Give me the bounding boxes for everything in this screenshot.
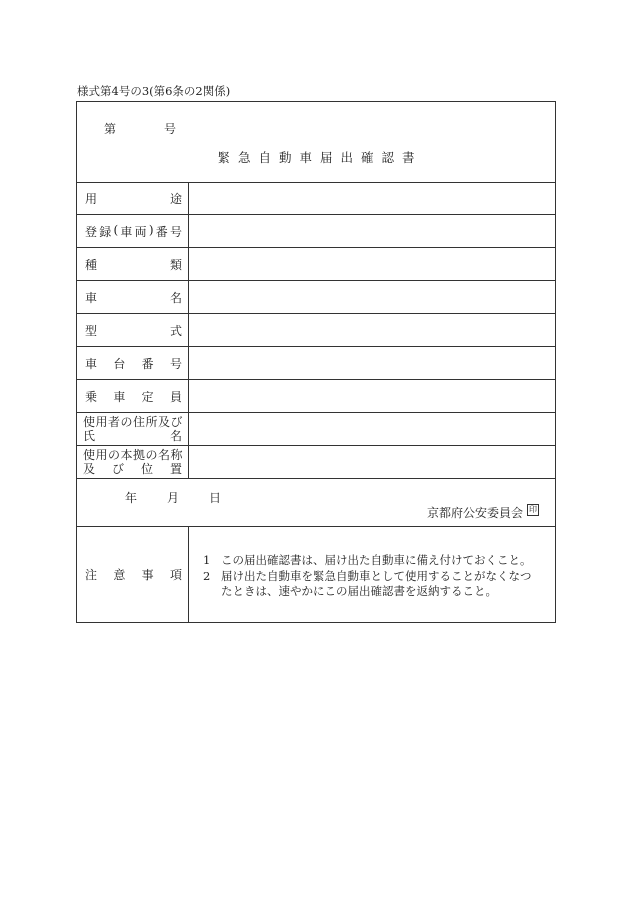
- issuer-name: 京都府公安委員会: [426, 506, 523, 520]
- field-row-model: [77, 314, 555, 347]
- label-text: [77, 289, 188, 306]
- label-line: 使用の本拠の名称: [83, 448, 184, 462]
- label-char: 及: [83, 462, 96, 476]
- label-text: [77, 322, 188, 339]
- field-row-registration: [77, 215, 555, 248]
- label-text: [77, 415, 188, 443]
- label-char: 号: [169, 224, 182, 239]
- notes-row: [77, 527, 555, 622]
- field-label: [77, 281, 189, 313]
- label-char: 番: [155, 224, 168, 239]
- label-char: 氏: [83, 429, 96, 443]
- field-row-vehicle-name: [77, 281, 555, 314]
- field-row-type: [77, 248, 555, 281]
- label-char: 用: [85, 191, 98, 206]
- label-char: 類: [169, 257, 182, 272]
- label-char: 定: [141, 389, 154, 404]
- label-char: 型: [85, 323, 98, 338]
- confirmation-form: [76, 101, 556, 623]
- label-char: び: [111, 462, 124, 476]
- label-char: 途: [169, 191, 182, 206]
- issue-date: [125, 489, 221, 506]
- form-title: 緊急自動車届出確認書: [217, 150, 423, 165]
- label-text: [77, 388, 188, 405]
- field-label: [77, 413, 189, 445]
- label-line: [83, 462, 182, 476]
- note-text: この届出確認書は、届け出た自動車に備え付けておくこと。: [221, 553, 532, 567]
- label-line: [83, 429, 182, 443]
- label-line: 使用者の住所及び: [83, 415, 184, 429]
- form-header: [77, 102, 555, 183]
- label-text: [77, 256, 188, 273]
- note-text: 届け出た自動車を緊急自動車として使用することがなくなつ: [221, 568, 532, 583]
- note-number: 1: [203, 553, 211, 567]
- label-char: 録: [99, 224, 112, 239]
- label-char: 番: [141, 356, 154, 371]
- label-char: 車: [113, 389, 126, 404]
- field-label: [77, 314, 189, 346]
- year-label: 年: [125, 491, 138, 505]
- form-id: 様式第4号の3(第6条の2関係): [77, 84, 231, 98]
- label-char: 車: [120, 224, 133, 239]
- label-char: 車: [85, 356, 98, 371]
- label-text: [77, 566, 188, 583]
- label-char: 名: [169, 429, 182, 443]
- label-char: 登: [85, 224, 98, 239]
- label-text: [77, 223, 188, 240]
- note-item: [203, 553, 532, 569]
- seal-icon: 印: [529, 505, 537, 514]
- label-char: 項: [169, 568, 182, 582]
- field-row-use: [77, 182, 555, 215]
- field-label: [77, 182, 189, 214]
- month-label: 月: [167, 491, 180, 505]
- label-char: ): [148, 222, 154, 237]
- label-char: 両: [134, 224, 147, 239]
- field-row-chassis-number: [77, 347, 555, 380]
- number-prefix: 第: [104, 122, 117, 136]
- field-label: [77, 215, 189, 247]
- note-text-continued: たときは、速やかにこの届出確認書を返納すること。: [221, 584, 497, 598]
- field-row-base-location: [77, 446, 555, 479]
- label-char: 事: [141, 568, 154, 582]
- label-char: 名: [169, 290, 182, 305]
- day-label: 日: [209, 491, 222, 505]
- field-label: [77, 380, 189, 412]
- label-char: (: [113, 222, 119, 237]
- label-char: 台: [113, 356, 126, 371]
- field-label: [77, 248, 189, 280]
- label-text: [77, 190, 188, 207]
- label-char: 位: [140, 462, 153, 476]
- document-number: [104, 120, 176, 137]
- number-suffix: 号: [164, 122, 177, 136]
- notes-body: [203, 553, 532, 600]
- field-row-user-address: [77, 413, 555, 446]
- note-item: [203, 569, 532, 585]
- label-char: 員: [169, 389, 182, 404]
- label-char: 意: [113, 568, 126, 582]
- label-char: 種: [85, 257, 98, 272]
- label-char: 車: [85, 290, 98, 305]
- issue-date-row: [77, 479, 555, 527]
- label-text: [77, 448, 188, 476]
- label-char: 式: [169, 323, 182, 338]
- field-label: [77, 347, 189, 379]
- note-number: 2: [203, 568, 211, 583]
- label-char: 置: [169, 462, 182, 476]
- label-char: 号: [169, 356, 182, 371]
- notes-label: [77, 527, 189, 622]
- label-text: [77, 355, 188, 372]
- field-label: [77, 446, 189, 478]
- label-char: 注: [85, 568, 98, 582]
- label-char: 乗: [85, 389, 98, 404]
- field-row-capacity: [77, 380, 555, 413]
